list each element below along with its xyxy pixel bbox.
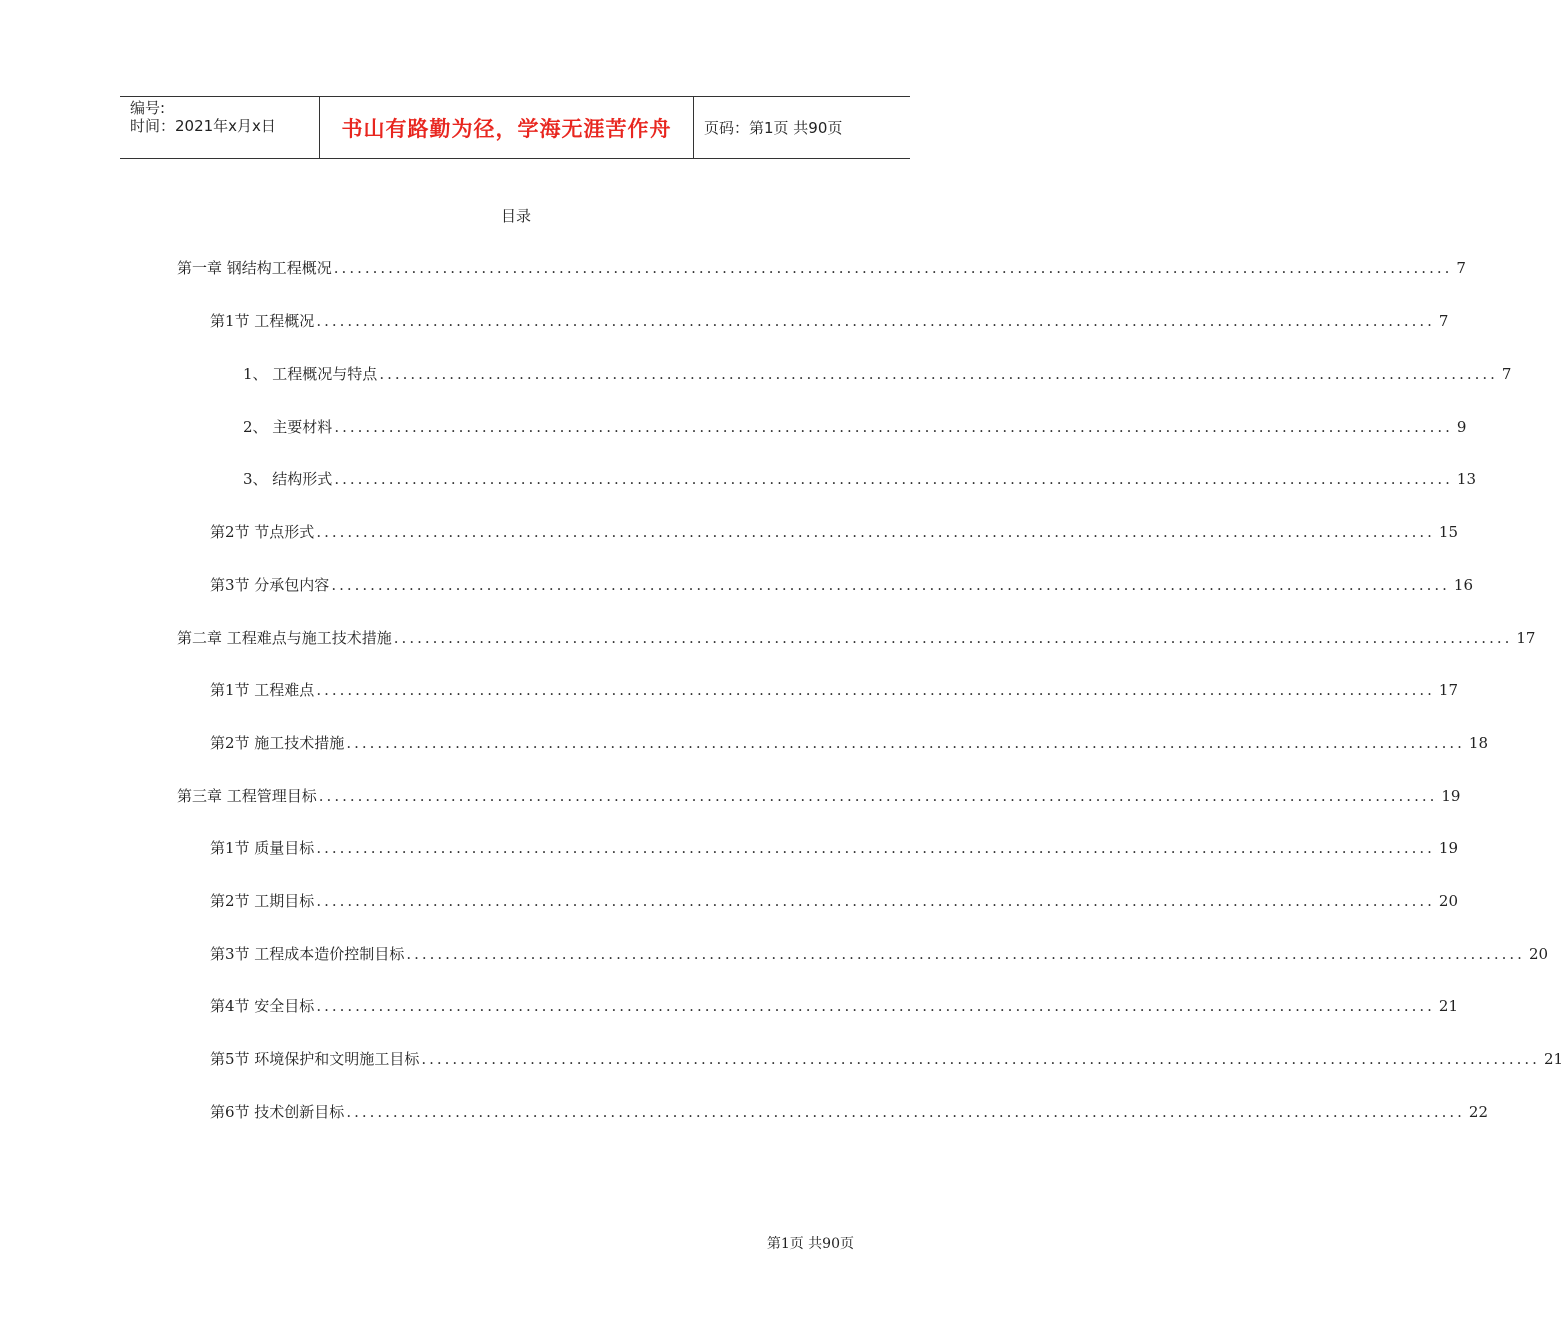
toc-entry-label: 第4节 安全目标 (210, 997, 315, 1015)
toc-entry-subsection[interactable] (243, 363, 1512, 385)
toc-entry-label: 2、 主要材料 (243, 418, 333, 436)
toc-leader-dots: ................................................................................................................................................ (393, 629, 1513, 647)
toc-entry-section[interactable] (210, 1048, 1563, 1070)
toc-entry-chapter[interactable] (177, 785, 1461, 807)
toc-leader-dots: ................................................................................................................................................ (331, 576, 1450, 594)
toc-entry-section[interactable] (210, 679, 1459, 701)
toc-title: 目录 (500, 207, 531, 225)
toc-entry-label: 第1节 工程概况 (210, 312, 315, 330)
document-number-label: 编号: (130, 99, 166, 117)
toc-entry-page: 21 (1438, 997, 1459, 1015)
toc-entry-label: 第3节 分承包内容 (210, 576, 330, 594)
toc-entry-label: 第2节 节点形式 (210, 523, 315, 541)
toc-leader-dots: ................................................................................................................................................ (379, 365, 1498, 383)
toc-entry-section[interactable] (210, 837, 1459, 859)
toc-entry-label: 第6节 技术创新目标 (210, 1103, 345, 1121)
toc-entry-label: 3、 结构形式 (243, 470, 333, 488)
toc-entry-page: 15 (1438, 523, 1459, 541)
toc-entry-page: 9 (1456, 418, 1467, 436)
toc-entry-page: 21 (1543, 1050, 1563, 1068)
toc-entry-page: 17 (1438, 681, 1459, 699)
toc-entry-page: 18 (1468, 734, 1489, 752)
toc-entry-page: 19 (1438, 839, 1459, 857)
toc-entry-page: 20 (1438, 892, 1459, 910)
toc-entry-label: 第2节 施工技术措施 (210, 734, 345, 752)
toc-entry-section[interactable] (210, 732, 1489, 754)
toc-entry-label: 第一章 钢结构工程概况 (177, 259, 332, 277)
toc-entry-page: 19 (1441, 787, 1461, 805)
toc-leader-dots: ................................................................................................................................................ (334, 470, 1453, 488)
toc-entry-page: 7 (1456, 259, 1466, 277)
toc-leader-dots: ................................................................................................................................................ (334, 418, 1453, 436)
toc-entry-chapter[interactable] (177, 257, 1466, 279)
toc-entry-page: 13 (1456, 470, 1477, 488)
toc-entry-label: 第二章 工程难点与施工技术措施 (177, 629, 392, 647)
toc-leader-dots: ................................................................................................................................................ (316, 312, 1435, 330)
toc-entry-page: 22 (1468, 1103, 1489, 1121)
toc-entry-chapter[interactable] (177, 627, 1536, 649)
toc-leader-dots: ................................................................................................................................................ (346, 734, 1465, 752)
toc-entry-section[interactable] (210, 574, 1474, 596)
toc-leader-dots: ................................................................................................................................................ (316, 681, 1435, 699)
toc-entry-page: 7 (1501, 365, 1512, 383)
toc-leader-dots: ................................................................................................................................................ (318, 787, 1438, 805)
toc-leader-dots: ................................................................................................................................................ (316, 997, 1435, 1015)
toc-entry-label: 第5节 环境保护和文明施工目标 (210, 1050, 420, 1068)
toc-leader-dots: ................................................................................................................................................ (316, 523, 1435, 541)
toc-leader-dots: ................................................................................................................................................ (316, 839, 1435, 857)
toc-entry-page: 7 (1438, 312, 1449, 330)
header-motto: 书山有路勤为径，学海无涯苦作舟 (320, 97, 694, 158)
toc-entry-label: 第三章 工程管理目标 (177, 787, 317, 805)
toc-entry-label: 第1节 工程难点 (210, 681, 315, 699)
toc-entry-label: 第2节 工期目标 (210, 892, 315, 910)
toc-entry-section[interactable] (210, 521, 1459, 543)
toc-entry-section[interactable] (210, 943, 1549, 965)
toc-entry-label: 1、 工程概况与特点 (243, 365, 378, 383)
page-footer: 第1页 共90页 (766, 1236, 854, 1252)
toc-entry-section[interactable] (210, 890, 1459, 912)
header-info (120, 97, 320, 158)
toc-leader-dots: ................................................................................................................................................ (406, 945, 1525, 963)
toc-entry-label: 第1节 质量目标 (210, 839, 315, 857)
toc-entry-label: 第3节 工程成本造价控制目标 (210, 945, 405, 963)
header-page-label: 页码：第1页 共90页 (704, 119, 843, 137)
toc-entry-subsection[interactable] (243, 416, 1467, 438)
toc-leader-dots: ................................................................................................................................................ (346, 1103, 1465, 1121)
toc-entry-section[interactable] (210, 310, 1449, 332)
toc-leader-dots: ................................................................................................................................................ (333, 259, 1453, 277)
toc-leader-dots: ................................................................................................................................................ (421, 1050, 1540, 1068)
toc-entry-subsection[interactable] (243, 468, 1477, 490)
toc-entry-section[interactable] (210, 995, 1459, 1017)
document-time-label: 时间：2021年x月x日 (130, 117, 276, 135)
page-header (120, 96, 910, 159)
toc-entry-page: 16 (1453, 576, 1474, 594)
toc-entry-page: 17 (1516, 629, 1536, 647)
toc-leader-dots: ................................................................................................................................................ (316, 892, 1435, 910)
toc-entry-section[interactable] (210, 1101, 1489, 1123)
toc-entry-page: 20 (1528, 945, 1549, 963)
